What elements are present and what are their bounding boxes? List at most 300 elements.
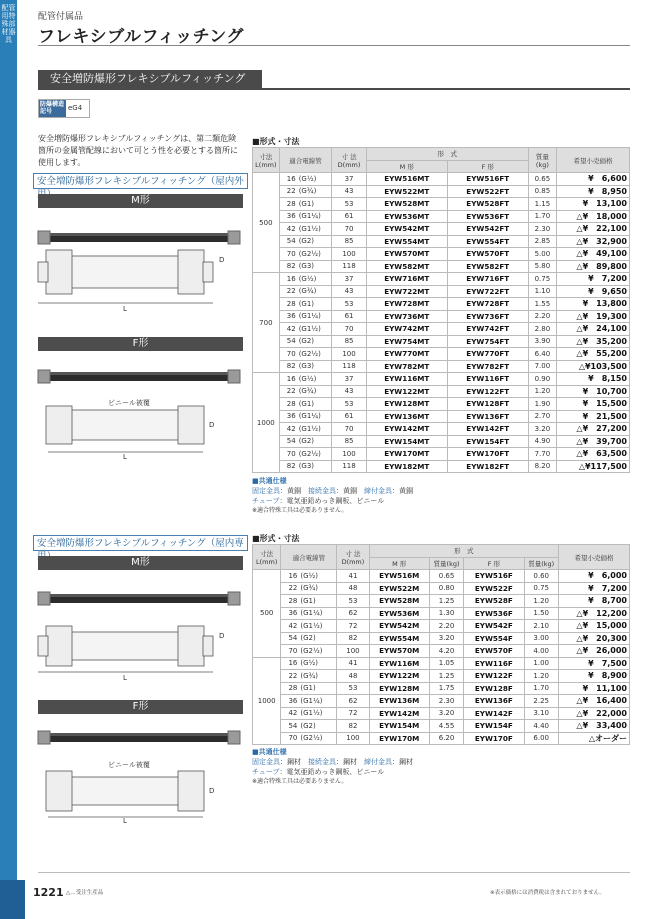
th-length-a: 寸法 <box>259 152 273 161</box>
model-f-cell: EYW542F <box>464 620 524 633</box>
conduit-cell <box>279 410 332 423</box>
price-value: ¥ 55,200 <box>582 349 627 359</box>
m-photo <box>38 231 240 244</box>
sidebar-text: 配管用特殊部材器具 <box>1 4 16 44</box>
price-cell <box>557 298 630 311</box>
conduit-size: 70 <box>286 349 296 358</box>
order-mark: △ <box>576 236 583 246</box>
mass-f-cell: 6.00 <box>524 732 558 745</box>
notes2-tube-v: ：電気亜鉛めっき鋼板、ビニール <box>279 768 385 776</box>
section1-label: 安全増防爆形フレキシブルフィッチング（屋内外 <box>33 173 248 189</box>
conduit-cell <box>279 360 332 373</box>
model-m-cell: EYW136MT <box>366 410 447 423</box>
diameter-cell: 62 <box>337 607 369 620</box>
conduit-cell <box>281 595 337 608</box>
conduit-cell <box>281 720 337 733</box>
table-row <box>253 620 630 633</box>
model-m-cell: EYW736MT <box>366 310 447 323</box>
length-cell: 1000 <box>253 657 281 745</box>
model-f-cell: EYW122FT <box>447 385 528 398</box>
section2-m-form-bar: M形 <box>38 556 243 570</box>
diameter-cell: 37 <box>332 373 366 386</box>
conduit-cell <box>279 173 332 186</box>
model-m-cell: EYW716MT <box>366 273 447 286</box>
price-cell <box>557 423 630 436</box>
table1 <box>252 147 630 473</box>
conduit-thread: (G½) <box>300 571 319 580</box>
table-row <box>253 323 630 336</box>
conduit-cell <box>281 732 337 745</box>
th2-conduit: 適合電線管 <box>281 545 337 570</box>
diameter-cell: 53 <box>337 682 369 695</box>
page-tab <box>0 880 25 919</box>
conduit-thread: (G3) <box>298 262 315 271</box>
conduit-thread: (G¾) <box>300 584 319 593</box>
price-cell <box>557 235 630 248</box>
price-value: ¥ 8,700 <box>588 596 627 606</box>
conduit-thread: (G2) <box>298 437 315 446</box>
conduit-cell <box>279 398 332 411</box>
conduit-size: 28 <box>286 399 296 408</box>
table-row <box>253 410 630 423</box>
price-value: ¥ 12,200 <box>582 608 627 618</box>
diameter-cell: 70 <box>332 423 366 436</box>
model-f-cell: EYW116F <box>464 657 524 670</box>
price-cell <box>558 682 629 695</box>
diameter-cell: 53 <box>332 198 366 211</box>
conduit-size: 22 <box>286 387 296 396</box>
table-row <box>253 348 630 361</box>
price-cell <box>557 185 630 198</box>
title-divider <box>38 45 630 46</box>
conduit-thread: (G3) <box>298 362 315 371</box>
model-f-cell: EYW754FT <box>447 335 528 348</box>
conduit-thread: (G1¼) <box>298 312 321 321</box>
price-value: ¥ 13,800 <box>582 299 627 309</box>
table-row <box>253 435 630 448</box>
table-row <box>253 595 630 608</box>
conduit-cell <box>279 223 332 236</box>
diameter-cell: 43 <box>332 185 366 198</box>
price-cell <box>557 310 630 323</box>
price-cell <box>557 285 630 298</box>
conduit-cell <box>279 460 332 473</box>
diameter-cell: 118 <box>332 260 366 273</box>
table-row <box>253 373 630 386</box>
conduit-size: 42 <box>288 621 298 630</box>
th-dia-a: 寸 法 <box>341 152 357 161</box>
table-row <box>253 398 630 411</box>
conduit-cell <box>279 448 332 461</box>
conduit-thread: (G¾) <box>298 287 317 296</box>
conduit-size: 82 <box>286 462 296 471</box>
table-row <box>253 582 630 595</box>
conduit-thread: (G1¼) <box>298 212 321 221</box>
order-mark: △ <box>578 461 585 471</box>
price-cell <box>558 582 629 595</box>
conduit-thread: (G1¼) <box>300 696 323 705</box>
section1-m-illustration <box>38 210 243 320</box>
price-value: ¥ 15,000 <box>582 621 627 631</box>
conduit-thread: (G1) <box>298 199 315 208</box>
conduit-cell <box>281 707 337 720</box>
mass-m-cell: 1.75 <box>429 682 463 695</box>
model-f-cell: EYW554F <box>464 632 524 645</box>
mass-cell: 2.80 <box>528 323 556 336</box>
price-value: ¥ 21,500 <box>582 411 627 421</box>
price-cell <box>558 695 629 708</box>
price-cell <box>558 595 629 608</box>
conduit-cell <box>279 260 332 273</box>
mass-f-cell: 1.20 <box>524 670 558 683</box>
price-value: ¥ 22,000 <box>582 708 627 718</box>
conduit-cell <box>281 582 337 595</box>
conduit-thread: (G1) <box>298 399 315 408</box>
price-value: ¥ 11,100 <box>582 683 627 693</box>
conduit-thread: (G1½) <box>300 621 323 630</box>
page-number: 1221 <box>33 886 64 899</box>
mass-m-cell: 3.20 <box>429 707 463 720</box>
model-f-cell: EYW154FT <box>447 435 528 448</box>
table-row <box>253 235 630 248</box>
model-m-cell: EYW516M <box>369 570 429 583</box>
section2-f-illustration <box>38 715 243 825</box>
model-f-cell: EYW122F <box>464 670 524 683</box>
price-cell <box>557 198 630 211</box>
mass-f-cell: 0.60 <box>524 570 558 583</box>
model-m-cell: EYW536MT <box>366 210 447 223</box>
price-value: ¥ 20,300 <box>582 633 627 643</box>
price-cell <box>558 570 629 583</box>
explosion-proof-badge <box>38 99 90 118</box>
model-f-cell: EYW170F <box>464 732 524 745</box>
model-m-cell: EYW542M <box>369 620 429 633</box>
model-m-cell: EYW522MT <box>366 185 447 198</box>
order-mark: △ <box>576 708 583 718</box>
description: 安全増防爆形フレキシブルフィッチングは、第二類危険箇所の金属管配線において可とう性を必要とする箇所に使用します。 <box>38 134 238 167</box>
conduit-size: 70 <box>286 249 296 258</box>
price-cell <box>557 398 630 411</box>
model-f-cell: EYW136FT <box>447 410 528 423</box>
conduit-thread: (G2½) <box>300 734 323 743</box>
mass-m-cell: 3.20 <box>429 632 463 645</box>
model-f-cell: EYW154F <box>464 720 524 733</box>
mass-m-cell: 0.65 <box>429 570 463 583</box>
conduit-thread: (G1½) <box>298 224 321 233</box>
model-f-cell: EYW536FT <box>447 210 528 223</box>
model-f-cell: EYW170FT <box>447 448 528 461</box>
conduit-size: 54 <box>288 634 298 643</box>
th2-length <box>253 545 281 570</box>
order-mark: △ <box>576 311 583 321</box>
f2-drawing <box>46 771 204 817</box>
model-f-cell: EYW582FT <box>447 260 528 273</box>
th2-massf: 質量(kg) <box>524 557 558 570</box>
conduit-cell <box>279 185 332 198</box>
mass-cell: 1.10 <box>528 285 556 298</box>
table-row <box>253 173 630 186</box>
mass-cell: 2.85 <box>528 235 556 248</box>
model-f-cell: EYW782FT <box>447 360 528 373</box>
model-f-cell: EYW522F <box>464 582 524 595</box>
conduit-size: 42 <box>288 709 298 718</box>
mass-f-cell: 1.70 <box>524 682 558 695</box>
price-value: ¥ 7,200 <box>588 274 627 284</box>
price-cell <box>558 707 629 720</box>
section2-m-illustration <box>38 572 243 682</box>
dim-d-text-2: D <box>219 632 225 640</box>
dim-d-text-f: D <box>209 421 215 429</box>
diameter-cell: 61 <box>332 310 366 323</box>
conduit-thread: (G1½) <box>298 324 321 333</box>
th-mass-a: 質量 <box>535 152 549 161</box>
mass-f-cell: 1.20 <box>524 595 558 608</box>
price-cell <box>557 373 630 386</box>
th-dia <box>332 148 366 173</box>
table-row <box>253 385 630 398</box>
conduit-size: 82 <box>286 362 296 371</box>
th-length-b: L(mm) <box>255 160 277 169</box>
model-m-cell: EYW528M <box>369 595 429 608</box>
price-cell <box>557 410 630 423</box>
table-row <box>253 210 630 223</box>
order-mark: △ <box>576 633 583 643</box>
diameter-cell: 82 <box>337 720 369 733</box>
price-value: ¥ 18,000 <box>582 211 627 221</box>
order-mark: △ <box>576 324 583 334</box>
price-value: ¥ 16,400 <box>582 696 627 706</box>
mass-m-cell: 4.20 <box>429 645 463 658</box>
conduit-size: 54 <box>286 337 296 346</box>
model-m-cell: EYW128M <box>369 682 429 695</box>
price-value: ¥ 49,100 <box>582 249 627 259</box>
footer-tax-note: ※表示価格には消費税は含まれておりません。 <box>490 890 605 896</box>
price-cell <box>557 260 630 273</box>
mass-f-cell: 2.10 <box>524 620 558 633</box>
diameter-cell: 62 <box>337 695 369 708</box>
conduit-size: 42 <box>286 424 296 433</box>
conduit-size: 54 <box>286 437 296 446</box>
price-value: ¥ 8,900 <box>588 671 627 681</box>
model-m-cell: EYW536M <box>369 607 429 620</box>
banner-line <box>38 88 630 90</box>
model-f-cell: EYW554FT <box>447 235 528 248</box>
model-f-cell: EYW142FT <box>447 423 528 436</box>
m2-drawing <box>38 626 213 672</box>
table-row <box>253 720 630 733</box>
table2-title: ■形式・寸法 <box>252 534 300 543</box>
model-f-cell: EYW570F <box>464 645 524 658</box>
conduit-thread: (G1½) <box>298 424 321 433</box>
table-row <box>253 273 630 286</box>
conduit-thread: (G2) <box>300 634 316 643</box>
f-photo <box>38 370 240 383</box>
mass-m-cell: 1.05 <box>429 657 463 670</box>
model-m-cell: EYW554M <box>369 632 429 645</box>
price-cell <box>558 670 629 683</box>
notes2-tight: 締付金具 <box>364 758 392 766</box>
notes2 <box>252 747 413 787</box>
section1-f-form-bar: F形 <box>38 337 243 351</box>
order-mark: △ <box>576 646 583 656</box>
length-cell: 1000 <box>253 373 280 473</box>
mass-cell: 7.00 <box>528 360 556 373</box>
order-mark: △ <box>576 424 583 434</box>
conduit-thread: (G1½) <box>300 709 323 718</box>
table-row <box>253 607 630 620</box>
mass-cell: 1.70 <box>528 210 556 223</box>
model-f-cell: EYW116FT <box>447 373 528 386</box>
price-value: ¥ 8,150 <box>588 374 627 384</box>
diameter-cell: 43 <box>332 385 366 398</box>
mass-cell: 7.70 <box>528 448 556 461</box>
mass-f-cell: 1.50 <box>524 607 558 620</box>
price-value: ¥ 7,500 <box>588 658 627 668</box>
price-value: ¥117,500 <box>584 461 627 471</box>
price-value: ¥ 39,700 <box>582 436 627 446</box>
th2-length-b: L(mm) <box>256 557 278 566</box>
conduit-cell <box>279 373 332 386</box>
diameter-cell: 70 <box>332 223 366 236</box>
diameter-cell: 100 <box>332 448 366 461</box>
price-cell <box>557 273 630 286</box>
diameter-cell: 37 <box>332 273 366 286</box>
conduit-size: 54 <box>288 721 298 730</box>
th2-f: F 形 <box>464 557 524 570</box>
model-m-cell: EYW770MT <box>366 348 447 361</box>
table-row <box>253 632 630 645</box>
mass-cell: 1.15 <box>528 198 556 211</box>
dim-l-text-f2: L <box>123 817 127 825</box>
price-value: ¥ 8,950 <box>588 186 627 196</box>
conduit-cell <box>279 348 332 361</box>
order-mark: △ <box>576 436 583 446</box>
section1-m-form-bar: M形 <box>38 194 243 208</box>
length-cell: 700 <box>253 273 280 373</box>
conduit-thread: (G2) <box>300 721 316 730</box>
conduit-thread: (G2½) <box>298 449 321 458</box>
price-cell <box>558 720 629 733</box>
notes2-title: ■共通仕様 <box>252 748 287 756</box>
table-row <box>253 570 630 583</box>
diameter-cell: 118 <box>332 360 366 373</box>
m2-photo <box>38 592 240 605</box>
conduit-cell <box>281 607 337 620</box>
price-value: ¥ 7,200 <box>588 583 627 593</box>
table-row <box>253 448 630 461</box>
model-f-cell: EYW136F <box>464 695 524 708</box>
model-f-cell: EYW542FT <box>447 223 528 236</box>
model-f-cell: EYW128FT <box>447 398 528 411</box>
price-value: ¥ 10,700 <box>582 386 627 396</box>
conduit-cell <box>279 248 332 261</box>
conduit-cell <box>279 435 332 448</box>
footer-legend: △…受注生産品 <box>66 890 104 896</box>
price-value: ¥ 19,300 <box>582 311 627 321</box>
price-cell <box>557 210 630 223</box>
table1-title: ■形式・寸法 <box>252 137 300 146</box>
price-value: ¥ 35,200 <box>582 336 627 346</box>
conduit-thread: (G2½) <box>300 646 323 655</box>
mass-f-cell: 4.00 <box>524 645 558 658</box>
model-m-cell: EYW782MT <box>366 360 447 373</box>
mass-cell: 2.30 <box>528 223 556 236</box>
conduit-cell <box>279 285 332 298</box>
price-value: ¥ 6,600 <box>588 174 627 184</box>
notes1 <box>252 476 413 516</box>
price-cell <box>558 657 629 670</box>
th2-dia-a: 寸 法 <box>345 549 361 558</box>
order-mark: △ <box>576 449 583 459</box>
mass-cell: 3.20 <box>528 423 556 436</box>
price-cell <box>557 448 630 461</box>
model-f-cell: EYW528FT <box>447 198 528 211</box>
conduit-size: 22 <box>286 287 296 296</box>
f2-photo <box>38 731 240 744</box>
mass-f-cell: 4.40 <box>524 720 558 733</box>
model-m-cell: EYW528MT <box>366 198 447 211</box>
conduit-cell <box>279 198 332 211</box>
sidebar-tab <box>0 0 17 919</box>
price-cell <box>557 323 630 336</box>
diameter-cell: 41 <box>337 657 369 670</box>
price-value: ¥ 26,000 <box>582 646 627 656</box>
conduit-cell <box>281 682 337 695</box>
table-row <box>253 223 630 236</box>
mass-cell: 1.20 <box>528 385 556 398</box>
model-m-cell: EYW128MT <box>366 398 447 411</box>
conduit-thread: (G1) <box>300 684 316 693</box>
th-price: 希望小売価格 <box>557 148 630 173</box>
model-m-cell: EYW522M <box>369 582 429 595</box>
diameter-cell: 43 <box>332 285 366 298</box>
model-f-cell: EYW522FT <box>447 185 528 198</box>
conduit-cell <box>281 632 337 645</box>
notes1-tight-v: ：黄銅 <box>392 487 413 495</box>
price-cell <box>557 248 630 261</box>
conduit-thread: (G½) <box>298 174 317 183</box>
conduit-cell <box>279 235 332 248</box>
mass-cell: 0.85 <box>528 185 556 198</box>
table-row <box>253 707 630 720</box>
price-value: オーダー <box>595 733 627 743</box>
mass-m-cell: 2.20 <box>429 620 463 633</box>
conduit-size: 28 <box>286 199 296 208</box>
model-m-cell: EYW570M <box>369 645 429 658</box>
conduit-cell <box>281 670 337 683</box>
mass-f-cell: 2.25 <box>524 695 558 708</box>
model-f-cell: EYW128F <box>464 682 524 695</box>
th-m: M 形 <box>366 160 447 173</box>
order-mark: △ <box>588 733 595 743</box>
th2-massm: 質量(kg) <box>429 557 463 570</box>
th2-length-a: 寸法 <box>260 549 274 558</box>
conduit-thread: (G2½) <box>298 349 321 358</box>
mass-cell: 5.00 <box>528 248 556 261</box>
conduit-size: 28 <box>286 299 296 308</box>
conduit-thread: (G¾) <box>298 387 317 396</box>
price-cell <box>558 732 629 745</box>
price-value: ¥ 24,100 <box>582 324 627 334</box>
conduit-size: 36 <box>286 412 296 421</box>
conduit-size: 16 <box>286 174 296 183</box>
length-cell: 500 <box>253 570 281 658</box>
mass-cell: 3.90 <box>528 335 556 348</box>
th2-price: 希望小売価格 <box>558 545 629 570</box>
mass-m-cell: 4.55 <box>429 720 463 733</box>
conduit-size: 22 <box>288 584 298 593</box>
conduit-thread: (G2) <box>298 237 315 246</box>
